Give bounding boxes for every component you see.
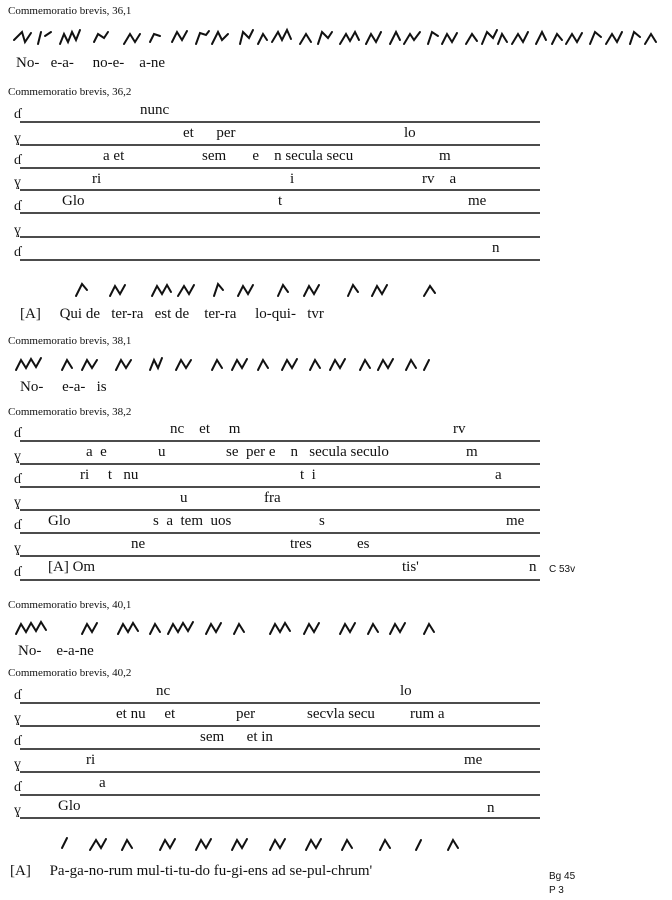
clef-glyph: ɣ bbox=[14, 757, 21, 772]
stave-syllable: t i bbox=[300, 467, 316, 483]
stave-syllable: s a tem uos bbox=[153, 513, 232, 529]
section-heading: Commemoratio brevis, 38,1 bbox=[8, 335, 132, 347]
stave-syllable: me bbox=[464, 752, 483, 768]
stave-syllable: i bbox=[290, 171, 295, 187]
stave-syllable: ri bbox=[86, 752, 96, 768]
neume-row-36-1 bbox=[14, 30, 656, 44]
section-heading: Commemoratio brevis, 36,1 bbox=[8, 5, 132, 17]
stave-syllable: tis' bbox=[402, 559, 419, 575]
neume-row-38-1 bbox=[16, 358, 429, 370]
stave-syllable: per bbox=[236, 706, 256, 722]
section-heading: Commemoratio brevis, 40,1 bbox=[8, 599, 132, 611]
stave-syllable: se per e n secula seculo bbox=[226, 444, 389, 460]
stave-syllable: me bbox=[506, 513, 525, 529]
clef-glyph: ɣ bbox=[14, 711, 21, 726]
stave-syllable: t bbox=[278, 193, 283, 209]
stave-syllable: a et bbox=[103, 148, 125, 164]
stave-syllable: nc bbox=[156, 683, 171, 699]
clef-glyph: ɣ bbox=[14, 541, 21, 556]
text-line: No- e-a- is bbox=[20, 379, 107, 395]
stave-syllable: sem et in bbox=[200, 729, 273, 745]
stave-syllable: ri bbox=[92, 171, 102, 187]
stave-syllable: tres bbox=[290, 536, 312, 552]
clef-glyph: ɗ bbox=[14, 245, 21, 260]
stave-syllable: es bbox=[357, 536, 370, 552]
clef-glyph: ɗ bbox=[14, 107, 21, 122]
section-heading: Commemoratio brevis, 38,2 bbox=[8, 406, 132, 418]
neume-row-40-2 bbox=[62, 838, 458, 850]
stave-syllable: ne bbox=[131, 536, 146, 552]
stave-syllable: n bbox=[487, 800, 495, 816]
stave-syllable: Glo bbox=[62, 193, 85, 209]
clef-glyph: ɗ bbox=[14, 780, 21, 795]
clef-glyph: ɣ bbox=[14, 131, 21, 146]
stave-syllable: me bbox=[468, 193, 487, 209]
clef-glyph: ɗ bbox=[14, 426, 21, 441]
text-line: No- e-a- no-e- a-ne bbox=[16, 55, 166, 71]
stave-syllable: rv a bbox=[422, 171, 457, 187]
stave-syllable: u bbox=[158, 444, 166, 460]
stave-syllable: nc et m bbox=[170, 421, 241, 437]
stave-syllable: Glo bbox=[58, 798, 81, 814]
clef-glyph: ɗ bbox=[14, 153, 21, 168]
section-heading: Commemoratio brevis, 40,2 bbox=[8, 667, 132, 679]
stave-syllable: sem e n secula secu bbox=[202, 148, 354, 164]
stave-syllable: m bbox=[466, 444, 478, 460]
clef-glyph: ɣ bbox=[14, 175, 21, 190]
stave-syllable: n bbox=[529, 559, 537, 575]
clef-glyph: ɗ bbox=[14, 472, 21, 487]
stave-syllable: u bbox=[180, 490, 188, 506]
text-line: [A] Pa-ga-no-rum mul-ti-tu-do fu-gi-ens ad se-pul-chrum' bbox=[10, 863, 373, 879]
clef-glyph: ɗ bbox=[14, 518, 21, 533]
stave-syllable: [A] Om bbox=[48, 559, 96, 575]
stave-syllable: et per bbox=[183, 125, 236, 141]
stave-syllable: nunc bbox=[140, 102, 170, 118]
clef-glyph: ɣ bbox=[14, 449, 21, 464]
stave-syllable: rum a bbox=[410, 706, 445, 722]
neume-row-36-2 bbox=[76, 284, 435, 296]
source-label: Bg 45 bbox=[549, 871, 576, 882]
stave-syllable: lo bbox=[400, 683, 412, 699]
stave-syllable: n bbox=[492, 240, 500, 256]
clef-glyph: ɣ bbox=[14, 495, 21, 510]
clef-glyph: ɗ bbox=[14, 565, 21, 580]
stave-syllable: a bbox=[495, 467, 502, 483]
stave-syllable: lo bbox=[404, 125, 416, 141]
stave-syllable: et nu et bbox=[116, 706, 176, 722]
source-label: P 3 bbox=[549, 885, 564, 896]
stave-syllable: fra bbox=[264, 490, 281, 506]
stave-syllable: s bbox=[319, 513, 325, 529]
folio-label: C 53v bbox=[549, 564, 576, 575]
stave-syllable: a e bbox=[86, 444, 107, 460]
stave-syllable: ri t nu bbox=[80, 467, 139, 483]
stave-syllable: secvla secu bbox=[307, 706, 375, 722]
stave-syllable: a bbox=[99, 775, 106, 791]
clef-glyph: ɣ bbox=[14, 803, 21, 818]
clef-glyph: ɣ bbox=[14, 223, 21, 238]
stave-syllable: rv bbox=[453, 421, 466, 437]
neume-row-40-1 bbox=[16, 622, 434, 634]
clef-glyph: ɗ bbox=[14, 734, 21, 749]
text-line: No- e-a-ne bbox=[18, 643, 94, 659]
clef-glyph: ɗ bbox=[14, 199, 21, 214]
stave-syllable: Glo bbox=[48, 513, 71, 529]
text-line: [A] Qui de ter-ra est de ter-ra lo-qui- tvr bbox=[20, 306, 324, 322]
section-heading: Commemoratio brevis, 36,2 bbox=[8, 86, 132, 98]
stave-syllable: m bbox=[439, 148, 451, 164]
clef-glyph: ɗ bbox=[14, 688, 21, 703]
